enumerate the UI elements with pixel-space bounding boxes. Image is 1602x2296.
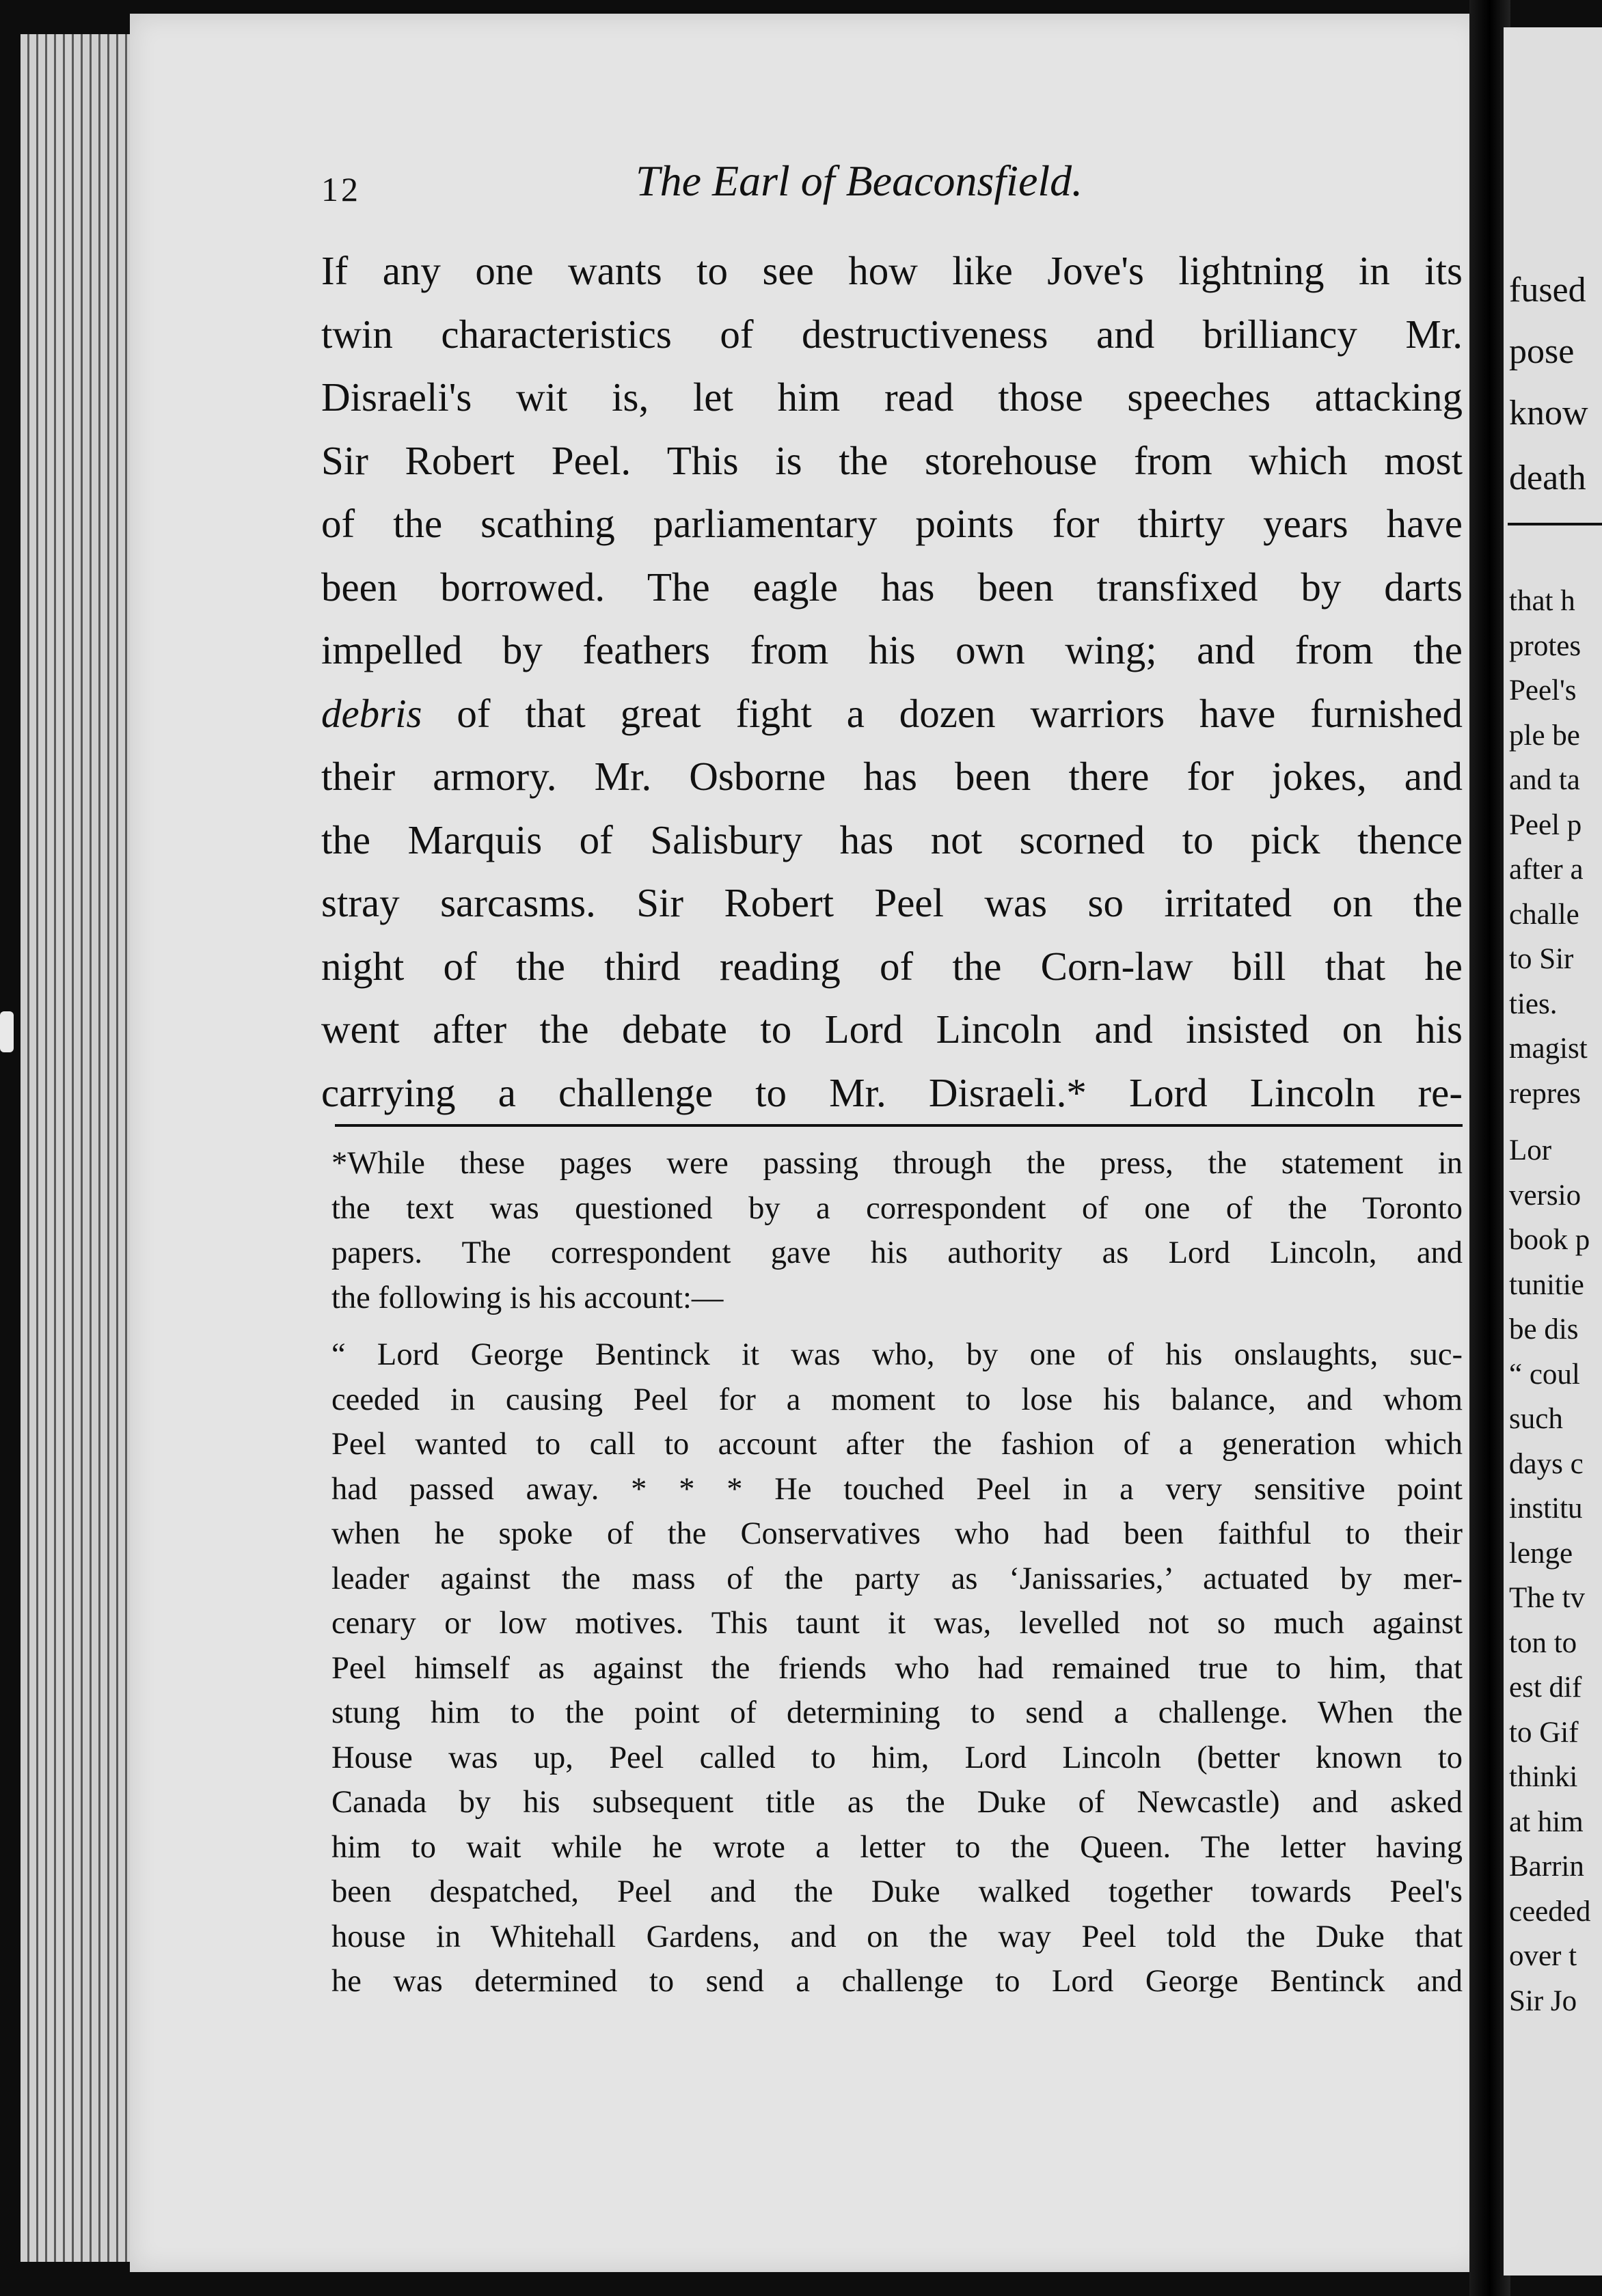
facing-page-fragment-line: institu bbox=[1509, 1492, 1583, 1525]
running-title: The Earl of Beaconsfield. bbox=[636, 156, 1083, 205]
text-line: debris of that great fight a dozen warriors have furnished bbox=[321, 690, 1463, 736]
footnote-line: papers. The correspondent gave his authority as Lord Lincoln, and bbox=[331, 1235, 1463, 1270]
facing-page-fragment-line: to Gif bbox=[1509, 1716, 1579, 1749]
facing-page-fragment-line: Barrin bbox=[1509, 1850, 1584, 1883]
facing-page-fragment-line: fused bbox=[1509, 271, 1586, 310]
footnote-quote-line: “ Lord George Bentinck it was who, by one of his onslaughts, suc- bbox=[331, 1337, 1463, 1372]
page-number: 12 bbox=[321, 170, 361, 208]
facing-page-fragment-line: lenge bbox=[1509, 1537, 1573, 1570]
footnote-quote-line: cenary or low motives. This taunt it was, levelled not so much against bbox=[331, 1606, 1463, 1641]
facing-page-fragment-line: magist bbox=[1509, 1033, 1588, 1065]
footnote-rule bbox=[335, 1124, 1463, 1127]
text-line: Sir Robert Peel. This is the storehouse from which most bbox=[321, 437, 1463, 483]
footnote-quote-line: House was up, Peel called to him, Lord Lincoln (better known to bbox=[331, 1740, 1463, 1775]
footnote-line: the following is his account:— bbox=[331, 1280, 724, 1315]
footnote-quote-line: he was determined to send a challenge to Lord George Bentinck and bbox=[331, 1964, 1463, 1999]
facing-page-fragment-line: death bbox=[1509, 459, 1586, 497]
text-line: stray sarcasms. Sir Robert Peel was so irritated on the bbox=[321, 880, 1463, 925]
text-line: night of the third reading of the Corn-law bill that he bbox=[321, 943, 1463, 989]
facing-page-fragment bbox=[1504, 27, 1602, 2276]
page-header bbox=[321, 156, 1469, 210]
facing-page-fragment-line: at him bbox=[1509, 1805, 1584, 1838]
facing-page-fragment-line: ton to bbox=[1509, 1626, 1577, 1659]
text-line: If any one wants to see how like Jove's lightning in its bbox=[321, 248, 1463, 293]
facing-page-fragment-line: thinki bbox=[1509, 1761, 1578, 1793]
text-line: went after the debate to Lord Lincoln and insisted on his bbox=[321, 1007, 1463, 1052]
facing-page-fragment-line: after a bbox=[1509, 853, 1584, 886]
footnote-quote-line: been despatched, Peel and the Duke walked together towards Peel's bbox=[331, 1874, 1463, 1909]
facing-page-fragment-line: versio bbox=[1509, 1179, 1581, 1212]
facing-page-fragment-line: Peel's bbox=[1509, 674, 1577, 707]
facing-page-fragment-line: days c bbox=[1509, 1447, 1584, 1480]
facing-page-fragment-line: be dis bbox=[1509, 1313, 1579, 1345]
footnote-line: *While these pages were passing through the press, the statement in bbox=[331, 1146, 1463, 1181]
facing-page-fragment-line: and ta bbox=[1509, 764, 1580, 796]
facing-page-fragment-line: challe bbox=[1509, 898, 1579, 931]
text-line: impelled by feathers from his own wing; and from the bbox=[321, 627, 1463, 672]
footnote-quote-line: him to wait while he wrote a letter to the Queen. The letter having bbox=[331, 1829, 1463, 1865]
footnote-quote-line: Peel wanted to call to account after the fashion of a generation which bbox=[331, 1427, 1463, 1462]
facing-page-fragment-line: know bbox=[1509, 394, 1588, 433]
footnote-quote-line: ceeded in causing Peel for a moment to lose his balance, and whom bbox=[331, 1382, 1463, 1417]
footnote-quote-line: Peel himself as against the friends who had remained true to him, that bbox=[331, 1650, 1463, 1686]
facing-page-fragment-line: pose bbox=[1509, 332, 1575, 371]
facing-page-fragment-line: Lor bbox=[1509, 1134, 1552, 1166]
footnote-quote-line: when he spoke of the Conservatives who had been faithful to their bbox=[331, 1516, 1463, 1551]
facing-page-fragment-line: such bbox=[1509, 1403, 1563, 1435]
footnote-gap bbox=[331, 1320, 1463, 1332]
text-line: the Marquis of Salisbury has not scorned to pick thence bbox=[321, 817, 1463, 862]
footnote-quote-line: Canada by his subsequent title as the Duke of Newcastle) and asked bbox=[331, 1785, 1463, 1820]
facing-page-fragment-line: repres bbox=[1509, 1077, 1581, 1110]
facing-page-fragment-line: ceeded bbox=[1509, 1895, 1591, 1928]
facing-page-fragment-line: The tv bbox=[1509, 1582, 1586, 1614]
facing-page-fragment-line: ties. bbox=[1509, 987, 1558, 1020]
facing-page-fragment-line: “ coul bbox=[1509, 1358, 1580, 1391]
text-line: carrying a challenge to Mr. Disraeli.* Lord Lincoln re- bbox=[321, 1069, 1463, 1115]
text-line: twin characteristics of destructiveness and brilliancy Mr. bbox=[321, 311, 1463, 357]
facing-page-rule bbox=[1508, 523, 1602, 525]
facing-page-fragment-line: over t bbox=[1509, 1940, 1577, 1972]
facing-page-fragment-line: that h bbox=[1509, 585, 1575, 617]
footnote-quote-line: house in Whitehall Gardens, and on the way Peel told the Duke that bbox=[331, 1919, 1463, 1954]
text-line: Disraeli's wit is, let him read those speeches attacking bbox=[321, 374, 1463, 420]
facing-page-fragment-line: Sir Jo bbox=[1509, 1984, 1577, 2017]
facing-page-fragment-line: est dif bbox=[1509, 1671, 1582, 1704]
text-line: been borrowed. The eagle has been transfixed by darts bbox=[321, 564, 1463, 610]
facing-page-fragment-line: to Sir bbox=[1509, 943, 1574, 975]
footnote-quote-line: had passed away. * * * He touched Peel in a very sensitive point bbox=[331, 1471, 1463, 1507]
margin-mark bbox=[0, 1011, 14, 1052]
footnote-quote-line: stung him to the point of determining to send a challenge. When the bbox=[331, 1695, 1463, 1730]
facing-page-fragment-line: protes bbox=[1509, 629, 1581, 662]
text-line: of the scathing parliamentary points for thirty years have bbox=[321, 501, 1463, 546]
facing-page-fragment-line: Peel p bbox=[1509, 808, 1582, 841]
footnote-line: the text was questioned by a correspondent of one of the Toronto bbox=[331, 1190, 1463, 1226]
facing-page-fragment-line: ple be bbox=[1509, 719, 1580, 752]
facing-page-fragment-line: book p bbox=[1509, 1224, 1590, 1256]
footnote-quote-line: leader against the mass of the party as ‘Janissaries,’ actuated by mer- bbox=[331, 1561, 1463, 1596]
footnote bbox=[331, 1141, 1463, 2004]
facing-page-fragment-line: tunitie bbox=[1509, 1268, 1584, 1301]
main-text bbox=[321, 239, 1463, 1124]
text-line: their armory. Mr. Osborne has been there for jokes, and bbox=[321, 754, 1463, 799]
